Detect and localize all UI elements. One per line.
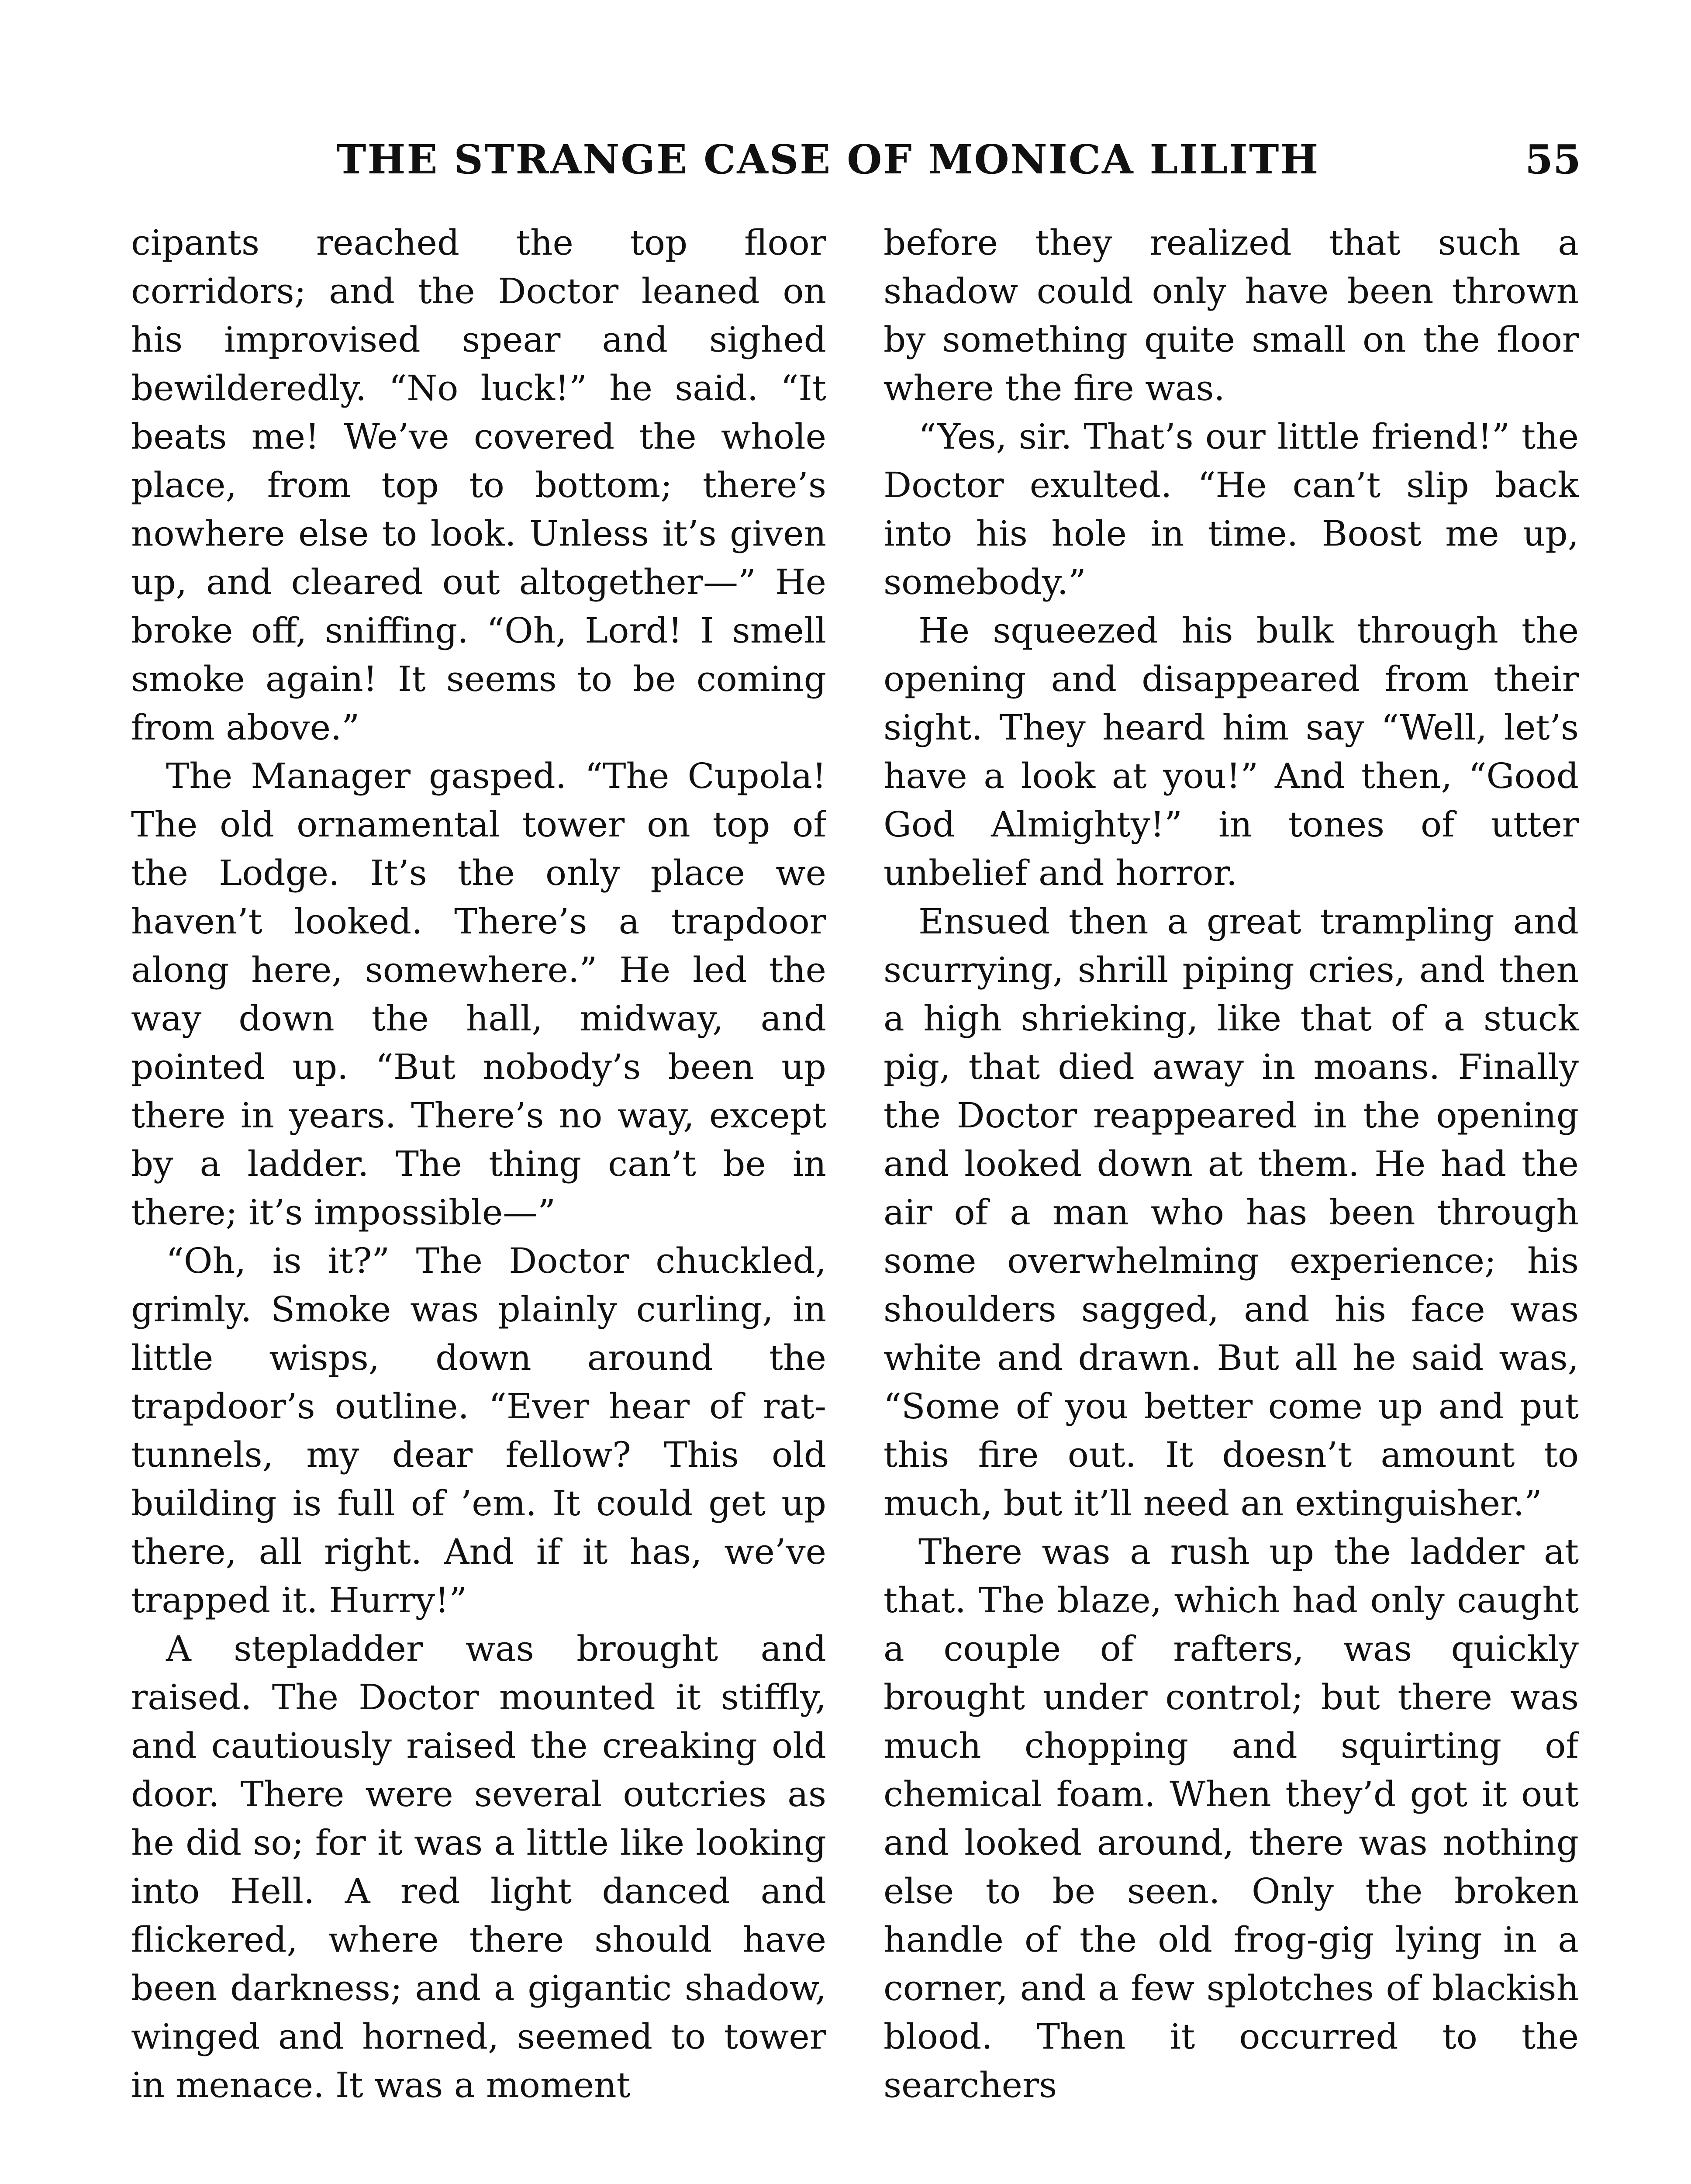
running-header — [131, 131, 1581, 188]
paragraph: “Yes, sir. That’s our little friend!” the Doctor exulted. “He can’t slip back into his hole in time. Boost me up, somebody.” — [883, 416, 1579, 602]
paragraph: “Oh, is it?” The Doctor chuckled, grimly. Smoke was plainly curling, in little wisps, down around the trapdoor’s outline. “Ever hear of rat-tunnels, my dear fellow? This old building is full of ’em. It could get up there, all right. And if it has, we’ve trapped it. Hurry!” — [131, 1241, 826, 1621]
paragraph: There was a rush up the ladder at that. The blaze, which had only caught a couple of rafters, was quickly brought under control; but there was much chopping and squirting of chemical foam. When they’d got it out and looked around, there was nothing else to be seen. Only the broken handle of the old frog-gig lying in a corner, and a few splotches of blackish blood. Then it occurred to the searchers — [883, 1531, 1579, 2105]
paragraph: He squeezed his bulk through the opening and disappeared from their sight. They heard him say “Well, let’s have a look at you!” And then, “Good God Almighty!” in tones of utter unbelief and horror. — [883, 610, 1579, 893]
paragraph: A stepladder was brought and raised. The Doctor mounted it stiffly, and cautiously raised the creaking old door. There were several outcries as he did so; for it was a little like looking into Hell. A red light danced and flickered, where there should have been darkness; and a gigantic shadow, winged and horned, seemed to tower in menace. It was a moment — [131, 1628, 826, 2105]
paragraph: The Manager gasped. “The Cupola! The old ornamental tower on top of the Lodge. It’s the only place we haven’t looked. There’s a trapdoor along here, somewhere.” He led the way down the hall, midway, and pointed up. “But nobody’s been up there in years. There’s no way, except by a ladder. The thing can’t be in there; it’s impossible—” — [131, 756, 826, 1233]
left-text-column — [131, 218, 826, 2184]
running-title: THE STRANGE CASE OF MONICA LILITH — [336, 136, 1320, 183]
right-text-column — [883, 218, 1579, 2184]
paragraph: cipants reached the top floor corridors; and the Doctor leaned on his improvised spear and sighed bewilderedly. “No luck!” he said. “It beats me! We’ve covered the whole place, from top to bottom; there’s nowhere else to look. Unless it’s given up, and cleared out altogether—” He broke off, sniffing. “Oh, Lord! I smell smoke again! It seems to be coming from above.” — [131, 222, 826, 748]
paragraph: before they realized that such a shadow could only have been thrown by something quite small on the floor where the fire was. — [883, 222, 1579, 408]
page-number: 55 — [1525, 136, 1581, 183]
paragraph: Ensued then a great trampling and scurrying, shrill piping cries, and then a high shrieking, like that of a stuck pig, that died away in moans. Finally the Doctor reappeared in the opening and looked down at them. He had the air of a man who has been through some overwhelming experience; his shoulders sagged, and his face was white and drawn. But all he said was, “Some of you better come up and put this fire out. It doesn’t amount to much, but it’ll need an extinguisher.” — [883, 901, 1579, 1524]
